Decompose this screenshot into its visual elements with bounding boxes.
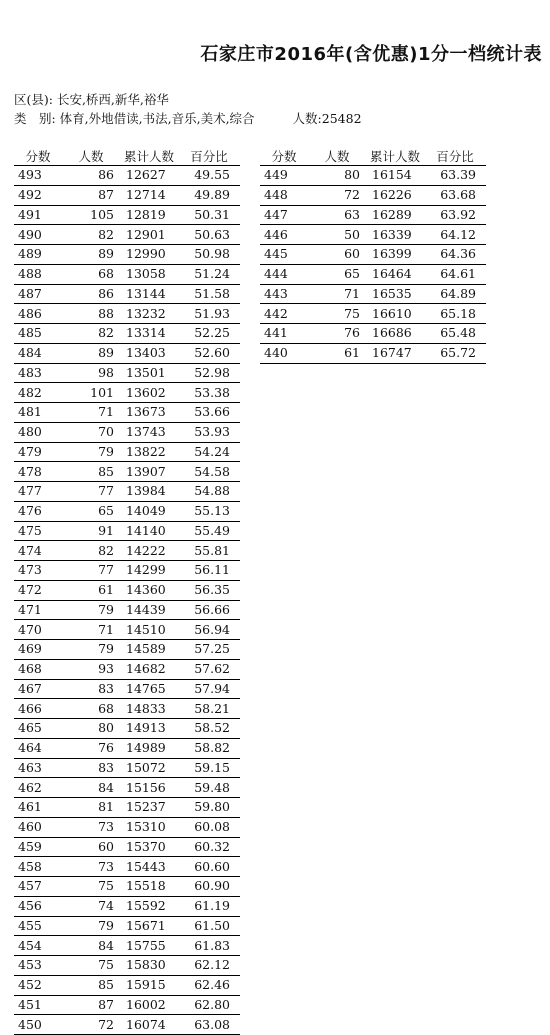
count-cell: 75 <box>62 877 120 897</box>
table-header-row <box>14 145 240 166</box>
score-cell: 469 <box>14 640 62 660</box>
cumulative-cell: 14360 <box>120 580 178 600</box>
score-cell: 487 <box>14 284 62 304</box>
count-cell: 76 <box>62 738 120 758</box>
score-cell: 484 <box>14 343 62 363</box>
percent-cell: 65.72 <box>424 343 486 363</box>
percent-cell: 56.35 <box>178 580 240 600</box>
cumulative-cell: 13907 <box>120 462 178 482</box>
cumulative-cell: 12819 <box>120 205 178 225</box>
cumulative-cell: 16747 <box>366 343 424 363</box>
table-row <box>14 561 240 581</box>
percent-cell: 55.81 <box>178 541 240 561</box>
table-row <box>260 205 486 225</box>
count-cell: 79 <box>62 916 120 936</box>
percent-cell: 61.19 <box>178 896 240 916</box>
table-row <box>14 758 240 778</box>
score-cell: 456 <box>14 896 62 916</box>
score-cell: 442 <box>260 304 308 324</box>
percent-cell: 60.90 <box>178 877 240 897</box>
table-row <box>260 166 486 186</box>
count-cell: 73 <box>62 817 120 837</box>
score-cell: 475 <box>14 521 62 541</box>
count-cell: 65 <box>62 501 120 521</box>
count-cell: 85 <box>62 975 120 995</box>
percent-cell: 50.98 <box>178 245 240 265</box>
score-cell: 464 <box>14 738 62 758</box>
cumulative-cell: 16464 <box>366 264 424 284</box>
cumulative-cell: 16686 <box>366 324 424 344</box>
category-text: 类 别: 体育,外地借读,书法,音乐,美术,综合 <box>14 111 255 126</box>
table-row <box>14 521 240 541</box>
table-row <box>14 798 240 818</box>
cumulative-cell: 13314 <box>120 324 178 344</box>
percent-cell: 58.82 <box>178 738 240 758</box>
cumulative-cell: 15592 <box>120 896 178 916</box>
score-table-right <box>260 145 486 364</box>
score-cell: 463 <box>14 758 62 778</box>
count-cell: 50 <box>308 225 366 245</box>
table-row <box>14 916 240 936</box>
count-cell: 77 <box>62 561 120 581</box>
count-cell: 68 <box>62 699 120 719</box>
header-score: 分数 <box>14 145 62 166</box>
percent-cell: 60.32 <box>178 837 240 857</box>
count-cell: 75 <box>308 304 366 324</box>
percent-cell: 52.60 <box>178 343 240 363</box>
percent-cell: 56.94 <box>178 620 240 640</box>
percent-cell: 65.48 <box>424 324 486 344</box>
table-row <box>14 245 240 265</box>
percent-cell: 53.66 <box>178 403 240 423</box>
count-cell: 75 <box>62 956 120 976</box>
count-cell: 80 <box>308 166 366 186</box>
count-cell: 98 <box>62 363 120 383</box>
percent-cell: 62.80 <box>178 995 240 1015</box>
cumulative-cell: 15370 <box>120 837 178 857</box>
page-title: 石家庄市2016年(含优惠)1分一档统计表 <box>200 44 542 65</box>
cumulative-cell: 14140 <box>120 521 178 541</box>
cumulative-cell: 15237 <box>120 798 178 818</box>
count-cell: 88 <box>62 304 120 324</box>
cumulative-cell: 16535 <box>366 284 424 304</box>
table-row <box>14 640 240 660</box>
cumulative-cell: 16002 <box>120 995 178 1015</box>
score-cell: 452 <box>14 975 62 995</box>
table-row <box>14 442 240 462</box>
count-cell: 70 <box>62 422 120 442</box>
table-row <box>14 620 240 640</box>
cumulative-cell: 16074 <box>120 1015 178 1035</box>
cumulative-cell: 14989 <box>120 738 178 758</box>
table-row <box>14 995 240 1015</box>
count-cell: 63 <box>308 205 366 225</box>
cumulative-cell: 14049 <box>120 501 178 521</box>
score-cell: 454 <box>14 936 62 956</box>
table-row <box>14 403 240 423</box>
percent-cell: 63.08 <box>178 1015 240 1035</box>
percent-cell: 51.93 <box>178 304 240 324</box>
count-cell: 86 <box>62 166 120 186</box>
score-cell: 468 <box>14 659 62 679</box>
percent-cell: 55.49 <box>178 521 240 541</box>
percent-cell: 60.08 <box>178 817 240 837</box>
score-cell: 455 <box>14 916 62 936</box>
cumulative-cell: 12627 <box>120 166 178 186</box>
percent-cell: 64.89 <box>424 284 486 304</box>
cumulative-cell: 15310 <box>120 817 178 837</box>
table-row <box>14 975 240 995</box>
score-cell: 470 <box>14 620 62 640</box>
score-cell: 441 <box>260 324 308 344</box>
count-cell: 61 <box>308 343 366 363</box>
cumulative-cell: 13822 <box>120 442 178 462</box>
percent-cell: 64.61 <box>424 264 486 284</box>
cumulative-cell: 16154 <box>366 166 424 186</box>
table-row <box>260 343 486 363</box>
count-cell: 83 <box>62 679 120 699</box>
table-row <box>14 837 240 857</box>
count-cell: 72 <box>308 185 366 205</box>
score-cell: 447 <box>260 205 308 225</box>
count-cell: 84 <box>62 936 120 956</box>
table-row <box>260 225 486 245</box>
table-row <box>14 284 240 304</box>
count-cell: 83 <box>62 758 120 778</box>
count-cell: 85 <box>62 462 120 482</box>
cumulative-cell: 15915 <box>120 975 178 995</box>
percent-cell: 57.25 <box>178 640 240 660</box>
percent-cell: 63.68 <box>424 185 486 205</box>
score-cell: 460 <box>14 817 62 837</box>
count-cell: 60 <box>308 245 366 265</box>
count-cell: 86 <box>62 284 120 304</box>
count-cell: 82 <box>62 324 120 344</box>
table-row <box>14 580 240 600</box>
table-header-row <box>260 145 486 166</box>
percent-cell: 64.36 <box>424 245 486 265</box>
table-row <box>14 877 240 897</box>
score-cell: 458 <box>14 857 62 877</box>
table-row <box>14 541 240 561</box>
count-cell: 82 <box>62 541 120 561</box>
score-cell: 450 <box>14 1015 62 1035</box>
district-text: 区(县): 长安,桥西,新华,裕华 <box>14 92 169 107</box>
score-cell: 482 <box>14 383 62 403</box>
percent-cell: 62.46 <box>178 975 240 995</box>
cumulative-cell: 14765 <box>120 679 178 699</box>
cumulative-cell: 13501 <box>120 363 178 383</box>
cumulative-cell: 13403 <box>120 343 178 363</box>
score-cell: 483 <box>14 363 62 383</box>
cumulative-cell: 15443 <box>120 857 178 877</box>
score-cell: 445 <box>260 245 308 265</box>
count-cell: 72 <box>62 1015 120 1035</box>
table-row <box>14 679 240 699</box>
percent-cell: 56.11 <box>178 561 240 581</box>
count-cell: 74 <box>62 896 120 916</box>
header-cumulative: 累计人数 <box>120 145 178 166</box>
count-cell: 82 <box>62 225 120 245</box>
cumulative-cell: 15830 <box>120 956 178 976</box>
percent-cell: 55.13 <box>178 501 240 521</box>
table-row <box>14 817 240 837</box>
count-cell: 87 <box>62 995 120 1015</box>
cumulative-cell: 14589 <box>120 640 178 660</box>
score-cell: 449 <box>260 166 308 186</box>
cumulative-cell: 16339 <box>366 225 424 245</box>
percent-cell: 59.48 <box>178 778 240 798</box>
table-row <box>14 857 240 877</box>
score-cell: 466 <box>14 699 62 719</box>
table-row <box>14 719 240 739</box>
count-cell: 101 <box>62 383 120 403</box>
cumulative-cell: 14913 <box>120 719 178 739</box>
table-row <box>14 659 240 679</box>
percent-cell: 52.98 <box>178 363 240 383</box>
score-cell: 489 <box>14 245 62 265</box>
cumulative-cell: 14222 <box>120 541 178 561</box>
header-count: 人数 <box>308 145 366 166</box>
percent-cell: 56.66 <box>178 600 240 620</box>
table-row <box>14 205 240 225</box>
cumulative-cell: 14299 <box>120 561 178 581</box>
score-cell: 448 <box>260 185 308 205</box>
table-row <box>14 264 240 284</box>
table-row <box>14 936 240 956</box>
cumulative-cell: 13602 <box>120 383 178 403</box>
cumulative-cell: 13673 <box>120 403 178 423</box>
count-cell: 71 <box>62 403 120 423</box>
count-cell: 79 <box>62 640 120 660</box>
score-cell: 462 <box>14 778 62 798</box>
score-cell: 472 <box>14 580 62 600</box>
table-row <box>260 185 486 205</box>
header-score: 分数 <box>260 145 308 166</box>
percent-cell: 60.60 <box>178 857 240 877</box>
percent-cell: 51.24 <box>178 264 240 284</box>
table-row <box>14 383 240 403</box>
count-cell: 80 <box>62 719 120 739</box>
score-cell: 486 <box>14 304 62 324</box>
cumulative-cell: 15156 <box>120 778 178 798</box>
table-row <box>14 778 240 798</box>
count-cell: 71 <box>62 620 120 640</box>
percent-cell: 58.21 <box>178 699 240 719</box>
score-cell: 474 <box>14 541 62 561</box>
table-row <box>14 166 240 186</box>
score-cell: 459 <box>14 837 62 857</box>
score-cell: 440 <box>260 343 308 363</box>
cumulative-cell: 16610 <box>366 304 424 324</box>
count-cell: 79 <box>62 442 120 462</box>
percent-cell: 49.89 <box>178 185 240 205</box>
score-cell: 461 <box>14 798 62 818</box>
cumulative-cell: 15518 <box>120 877 178 897</box>
score-cell: 478 <box>14 462 62 482</box>
percent-cell: 52.25 <box>178 324 240 344</box>
percent-cell: 61.50 <box>178 916 240 936</box>
cumulative-cell: 13984 <box>120 482 178 502</box>
score-cell: 479 <box>14 442 62 462</box>
count-cell: 61 <box>62 580 120 600</box>
cumulative-cell: 15072 <box>120 758 178 778</box>
cumulative-cell: 14833 <box>120 699 178 719</box>
score-cell: 457 <box>14 877 62 897</box>
count-cell: 68 <box>62 264 120 284</box>
cumulative-cell: 13058 <box>120 264 178 284</box>
percent-cell: 59.80 <box>178 798 240 818</box>
percent-cell: 54.24 <box>178 442 240 462</box>
table-row <box>14 896 240 916</box>
score-cell: 481 <box>14 403 62 423</box>
score-cell: 467 <box>14 679 62 699</box>
score-cell: 476 <box>14 501 62 521</box>
percent-cell: 61.83 <box>178 936 240 956</box>
table-row <box>14 699 240 719</box>
category-line <box>14 109 362 127</box>
count-cell: 60 <box>62 837 120 857</box>
cumulative-cell: 15755 <box>120 936 178 956</box>
percent-cell: 50.31 <box>178 205 240 225</box>
header-percent: 百分比 <box>178 145 240 166</box>
table-row <box>14 324 240 344</box>
score-cell: 488 <box>14 264 62 284</box>
table-row <box>14 1015 240 1035</box>
cumulative-cell: 14510 <box>120 620 178 640</box>
score-cell: 443 <box>260 284 308 304</box>
cumulative-cell: 12990 <box>120 245 178 265</box>
cumulative-cell: 14682 <box>120 659 178 679</box>
score-cell: 444 <box>260 264 308 284</box>
cumulative-cell: 13232 <box>120 304 178 324</box>
table-row <box>260 245 486 265</box>
percent-cell: 53.93 <box>178 422 240 442</box>
count-cell: 89 <box>62 245 120 265</box>
table-row <box>260 304 486 324</box>
percent-cell: 65.18 <box>424 304 486 324</box>
table-row <box>14 225 240 245</box>
score-cell: 471 <box>14 600 62 620</box>
score-cell: 453 <box>14 956 62 976</box>
score-cell: 465 <box>14 719 62 739</box>
count-cell: 76 <box>308 324 366 344</box>
table-row <box>14 738 240 758</box>
score-cell: 473 <box>14 561 62 581</box>
score-cell: 491 <box>14 205 62 225</box>
percent-cell: 58.52 <box>178 719 240 739</box>
table-row <box>14 501 240 521</box>
count-cell: 87 <box>62 185 120 205</box>
table-row <box>260 264 486 284</box>
percent-cell: 63.92 <box>424 205 486 225</box>
count-cell: 91 <box>62 521 120 541</box>
count-cell: 105 <box>62 205 120 225</box>
score-table-left <box>14 145 240 1035</box>
score-cell: 451 <box>14 995 62 1015</box>
percent-cell: 54.58 <box>178 462 240 482</box>
count-cell: 65 <box>308 264 366 284</box>
percent-cell: 64.12 <box>424 225 486 245</box>
percent-cell: 51.58 <box>178 284 240 304</box>
header-cumulative: 累计人数 <box>366 145 424 166</box>
district-line <box>14 90 169 108</box>
cumulative-cell: 13743 <box>120 422 178 442</box>
count-cell: 73 <box>62 857 120 877</box>
count-cell: 79 <box>62 600 120 620</box>
percent-cell: 50.63 <box>178 225 240 245</box>
count-cell: 77 <box>62 482 120 502</box>
cumulative-cell: 12714 <box>120 185 178 205</box>
table-row <box>260 324 486 344</box>
table-row <box>14 422 240 442</box>
table-row <box>14 482 240 502</box>
score-cell: 446 <box>260 225 308 245</box>
count-cell: 71 <box>308 284 366 304</box>
count-cell: 81 <box>62 798 120 818</box>
score-cell: 493 <box>14 166 62 186</box>
percent-cell: 53.38 <box>178 383 240 403</box>
table-row <box>14 343 240 363</box>
table-row <box>14 304 240 324</box>
cumulative-cell: 16226 <box>366 185 424 205</box>
percent-cell: 57.62 <box>178 659 240 679</box>
table-row <box>14 462 240 482</box>
count-cell: 93 <box>62 659 120 679</box>
percent-cell: 49.55 <box>178 166 240 186</box>
cumulative-cell: 14439 <box>120 600 178 620</box>
header-percent: 百分比 <box>424 145 486 166</box>
cumulative-cell: 16399 <box>366 245 424 265</box>
header-count: 人数 <box>62 145 120 166</box>
percent-cell: 59.15 <box>178 758 240 778</box>
table-row <box>14 185 240 205</box>
percent-cell: 63.39 <box>424 166 486 186</box>
cumulative-cell: 15671 <box>120 916 178 936</box>
cumulative-cell: 13144 <box>120 284 178 304</box>
score-cell: 477 <box>14 482 62 502</box>
cumulative-cell: 16289 <box>366 205 424 225</box>
percent-cell: 62.12 <box>178 956 240 976</box>
score-cell: 490 <box>14 225 62 245</box>
table-row <box>14 956 240 976</box>
score-cell: 480 <box>14 422 62 442</box>
count-cell: 84 <box>62 778 120 798</box>
percent-cell: 54.88 <box>178 482 240 502</box>
percent-cell: 57.94 <box>178 679 240 699</box>
table-row <box>260 284 486 304</box>
score-cell: 492 <box>14 185 62 205</box>
table-row <box>14 600 240 620</box>
score-cell: 485 <box>14 324 62 344</box>
count-cell: 89 <box>62 343 120 363</box>
table-row <box>14 363 240 383</box>
total-count: 人数:25482 <box>292 111 362 126</box>
cumulative-cell: 12901 <box>120 225 178 245</box>
